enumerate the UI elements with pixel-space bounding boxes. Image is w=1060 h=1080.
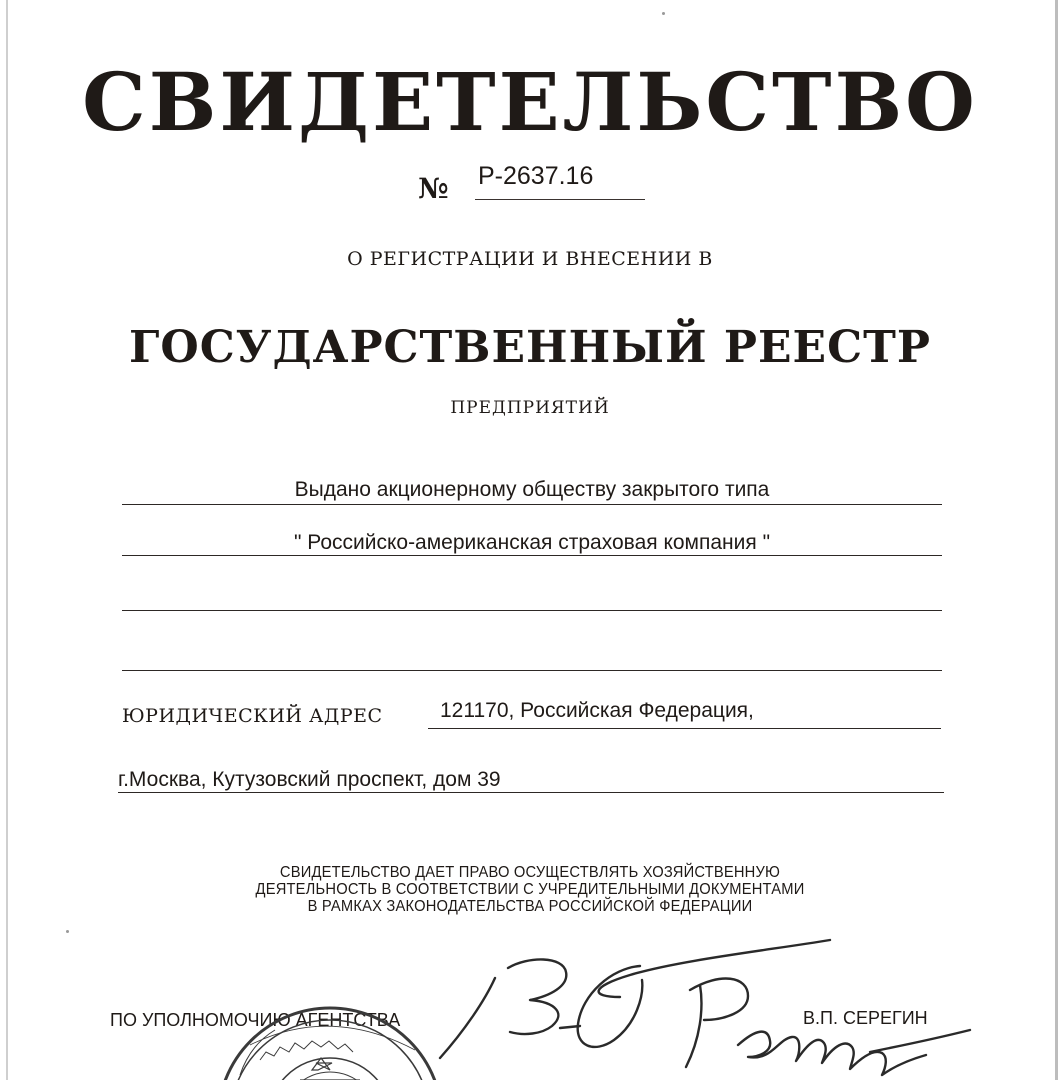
registry-subtitle: ПРЕДПРИЯТИЙ: [450, 398, 610, 418]
address-line-2: г.Москва, Кутузовский проспект, дом 39: [118, 768, 501, 791]
authority-label: ПО УПОЛНОМОЧИЮ АГЕНТСТВА: [110, 1010, 401, 1030]
address-label: ЮРИДИЧЕСКИЙ АДРЕС: [122, 705, 383, 727]
issued-line-2: " Российско-американская страховая компания ": [293, 531, 771, 554]
rights-line-2: ДЕЯТЕЛЬНОСТЬ В СООТВЕТСТВИИ С УЧРЕДИТЕЛЬНЫМИ ДОКУМЕНТАМИ: [255, 881, 805, 898]
signer-name: В.П. СЕРЕГИН: [803, 1008, 928, 1028]
issued-line-1: Выдано акционерному обществу закрытого типа: [294, 478, 770, 501]
registry-title: ГОСУДАРСТВЕННЫЙ РЕЕСТР: [129, 322, 931, 373]
document-subtitle: О РЕГИСТРАЦИИ И ВНЕСЕНИИ В: [347, 248, 713, 270]
rights-line-1: СВИДЕТЕЛЬСТВО ДАЕТ ПРАВО ОСУЩЕСТВЛЯТЬ ХОЗЯЙСТВЕННУЮ: [279, 864, 781, 881]
rights-line-3: В РАМКАХ ЗАКОНОДАТЕЛЬСТВА РОССИЙСКОЙ ФЕДЕРАЦИИ: [307, 898, 753, 915]
handwritten-signature-icon: [440, 940, 970, 1075]
round-seal-icon: [218, 1008, 442, 1080]
number-sign: №: [418, 172, 449, 205]
document-title: СВИДЕТЕЛЬСТВО: [82, 55, 978, 149]
address-line-1: 121170, Российская Федерация,: [440, 699, 754, 722]
certificate-number: Р-2637.16: [478, 162, 594, 190]
